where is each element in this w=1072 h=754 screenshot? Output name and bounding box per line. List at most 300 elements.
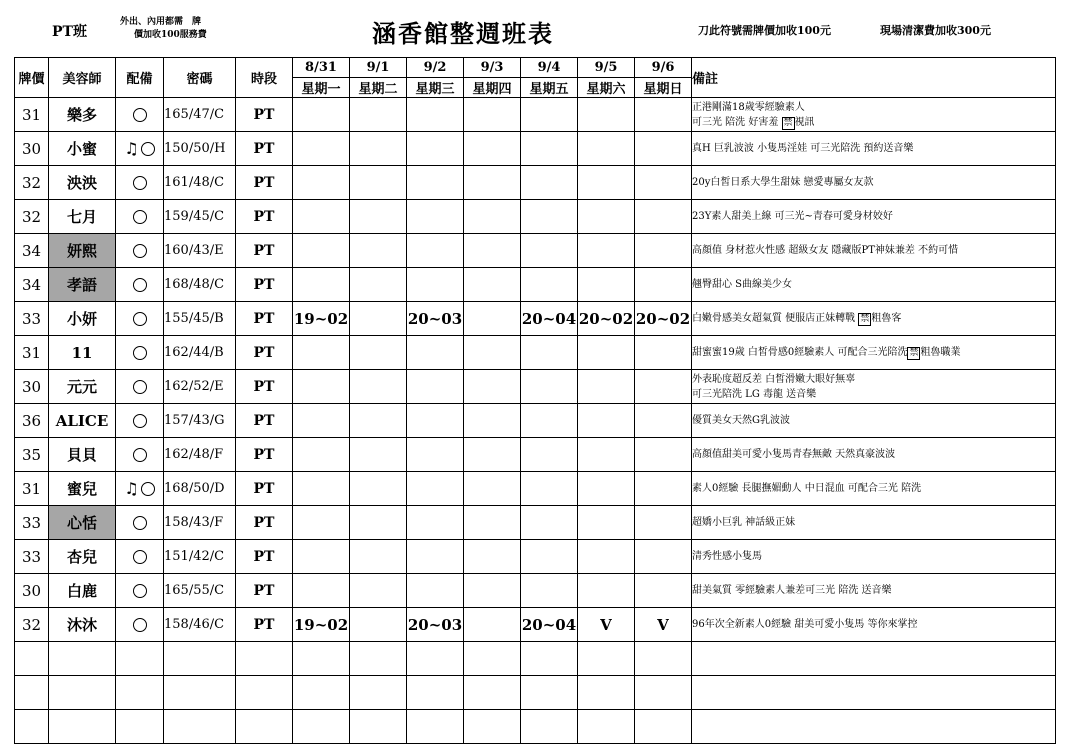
empty-cell: [521, 642, 578, 676]
slot-cell: PT: [236, 268, 293, 302]
schedule-cell: [350, 574, 407, 608]
schedule-cell: [578, 438, 635, 472]
schedule-cell: [578, 404, 635, 438]
schedule-cell: [464, 540, 521, 574]
equip-cell: [116, 506, 164, 540]
schedule-cell: [407, 132, 464, 166]
table-row: [15, 472, 1056, 506]
remark-line: 可三光 陪洗 好害羞 禁 視訊: [692, 116, 815, 128]
circle-icon: [133, 278, 147, 292]
empty-cell: [407, 676, 464, 710]
price-cell: 30: [15, 574, 49, 608]
code-cell: 150/50/H: [164, 132, 236, 166]
code-cell: 157/43/G: [164, 404, 236, 438]
weekday-header: 星期五: [521, 78, 578, 98]
empty-cell: [350, 710, 407, 744]
schedule-cell: [635, 472, 692, 506]
price-cell: 31: [15, 98, 49, 132]
slot-cell: PT: [236, 166, 293, 200]
table-row: [15, 540, 1056, 574]
equip-cell: [116, 608, 164, 642]
schedule-cell: [635, 200, 692, 234]
schedule-cell: [293, 166, 350, 200]
circle-icon: [133, 210, 147, 224]
schedule-cell: [464, 268, 521, 302]
schedule-cell: [521, 574, 578, 608]
schedule-cell: [293, 98, 350, 132]
empty-cell: [464, 710, 521, 744]
schedule-cell: [578, 200, 635, 234]
schedule-cell: [293, 200, 350, 234]
weekday-header: 星期一: [293, 78, 350, 98]
weekday-header: 星期六: [578, 78, 635, 98]
schedule-cell: [635, 268, 692, 302]
stylist-name: ALICE: [49, 404, 116, 438]
schedule-cell: [350, 370, 407, 404]
schedule-cell: [521, 200, 578, 234]
schedule-cell: [578, 472, 635, 506]
empty-cell: [116, 676, 164, 710]
schedule-cell: [350, 132, 407, 166]
price-cell: 31: [15, 472, 49, 506]
slot-cell: PT: [236, 132, 293, 166]
schedule-cell: [293, 540, 350, 574]
date-header: 9/5: [578, 58, 635, 78]
remark-line: 高顏值 身材惹火性感 超級女友 隱藏版PT神妹兼差 不約可惜: [692, 245, 959, 256]
remark-line: 素人0經驗 長腿撫媚動人 中日混血 可配合三光 陪洗: [692, 483, 922, 494]
table-row: [15, 268, 1056, 302]
price-cell: 32: [15, 166, 49, 200]
schedule-cell: [464, 506, 521, 540]
slot-cell: PT: [236, 336, 293, 370]
empty-cell: [293, 642, 350, 676]
circle-icon: [133, 108, 147, 122]
code-cell: 151/42/C: [164, 540, 236, 574]
schedule-cell: 20~03: [407, 302, 464, 336]
empty-cell: [578, 642, 635, 676]
schedule-cell: [521, 234, 578, 268]
code-cell: 159/45/C: [164, 200, 236, 234]
table-row: [15, 336, 1056, 370]
schedule-cell: [293, 472, 350, 506]
schedule-cell: [350, 98, 407, 132]
circle-icon: [133, 448, 147, 462]
empty-cell: [521, 676, 578, 710]
schedule-cell: [293, 336, 350, 370]
date-header: 9/4: [521, 58, 578, 78]
remark-line: 外表恥度超反差 白皙滑嫩大眼好無辜: [692, 373, 856, 385]
schedule-cell: [635, 438, 692, 472]
price-cell: 32: [15, 608, 49, 642]
schedule-cell: [293, 268, 350, 302]
code-cell: 168/48/C: [164, 268, 236, 302]
service-fee-note-line1: 外出、內用都需 牌: [120, 17, 202, 27]
remark-line: 20y白皙日系大學生甜妹 戀愛專屬女友款: [692, 177, 874, 188]
empty-cell: [407, 642, 464, 676]
circle-icon: [141, 142, 155, 156]
empty-cell: [692, 642, 1056, 676]
schedule-cell: [293, 574, 350, 608]
circle-icon: [133, 312, 147, 326]
schedule-cell: [407, 200, 464, 234]
price-cell: 36: [15, 404, 49, 438]
remarks-cell: [692, 438, 1056, 472]
remark-line: 白嫩骨感美女超氣質 便服店正妹轉戰 禁 粗魯客: [692, 313, 902, 324]
price-cell: 35: [15, 438, 49, 472]
stylist-name: 11: [49, 336, 116, 370]
circle-icon: [133, 516, 147, 530]
schedule-cell: [635, 234, 692, 268]
price-cell: 33: [15, 302, 49, 336]
schedule-cell: [407, 404, 464, 438]
schedule-cell: [635, 370, 692, 404]
schedule-cell: [521, 472, 578, 506]
schedule-cell: [350, 404, 407, 438]
remarks-cell: [692, 472, 1056, 506]
slot-cell: PT: [236, 574, 293, 608]
empty-row: [15, 710, 1056, 744]
equip-cell: [116, 132, 164, 166]
stylist-name: 泱泱: [49, 166, 116, 200]
code-cell: 161/48/C: [164, 166, 236, 200]
empty-cell: [15, 676, 49, 710]
empty-cell: [164, 676, 236, 710]
weekday-header: 星期二: [350, 78, 407, 98]
table-row: [15, 98, 1056, 132]
schedule-cell: [578, 132, 635, 166]
table-row: [15, 438, 1056, 472]
schedule-cell: [578, 166, 635, 200]
schedule-cell: [407, 370, 464, 404]
slot-cell: PT: [236, 506, 293, 540]
code-header: 密碼: [164, 58, 236, 98]
schedule-cell: V: [635, 608, 692, 642]
remarks-cell: [692, 574, 1056, 608]
symbol-surcharge-note: 刀此符號需牌價加收100元: [698, 24, 831, 37]
empty-cell: [164, 710, 236, 744]
schedule-cell: [635, 166, 692, 200]
empty-cell: [692, 676, 1056, 710]
schedule-cell: [635, 404, 692, 438]
code-cell: 158/46/C: [164, 608, 236, 642]
date-header: 8/31: [293, 58, 350, 78]
service-fee-note-line2: 價加收100服務費: [134, 30, 207, 40]
stylist-name: 蜜兒: [49, 472, 116, 506]
remarks-cell: [692, 370, 1056, 404]
empty-cell: [236, 642, 293, 676]
schedule-cell: [407, 574, 464, 608]
schedule-cell: [635, 132, 692, 166]
empty-cell: [635, 676, 692, 710]
schedule-cell: 20~04: [521, 608, 578, 642]
slot-cell: PT: [236, 302, 293, 336]
schedule-cell: [407, 234, 464, 268]
equip-cell: [116, 200, 164, 234]
class-label: PT班: [52, 24, 87, 40]
remark-line: 優質美女天然G乳波波: [692, 415, 790, 426]
schedule-cell: [578, 506, 635, 540]
schedule-cell: [464, 438, 521, 472]
schedule-cell: [464, 234, 521, 268]
stylist-name: 沐沐: [49, 608, 116, 642]
equip-cell: [116, 336, 164, 370]
schedule-cell: [407, 438, 464, 472]
empty-cell: [236, 676, 293, 710]
empty-cell: [350, 676, 407, 710]
slot-cell: PT: [236, 540, 293, 574]
schedule-cell: [293, 404, 350, 438]
schedule-cell: [350, 438, 407, 472]
stylist-name: 小蜜: [49, 132, 116, 166]
code-cell: 165/47/C: [164, 98, 236, 132]
empty-cell: [15, 642, 49, 676]
circle-icon: [133, 414, 147, 428]
slot-cell: PT: [236, 98, 293, 132]
schedule-cell: [578, 574, 635, 608]
empty-cell: [293, 676, 350, 710]
code-cell: 168/50/D: [164, 472, 236, 506]
schedule-cell: [350, 336, 407, 370]
schedule-cell: [293, 370, 350, 404]
table-row: [15, 166, 1056, 200]
empty-row: [15, 676, 1056, 710]
forbidden-badge: 禁: [783, 117, 793, 128]
equip-cell: [116, 268, 164, 302]
schedule-cell: [350, 302, 407, 336]
schedule-cell: [635, 98, 692, 132]
equip-cell: [116, 540, 164, 574]
code-cell: 158/43/F: [164, 506, 236, 540]
remark-line: 超嬌小巨乳 神話級正妹: [692, 517, 796, 528]
table-row: [15, 370, 1056, 404]
empty-cell: [692, 710, 1056, 744]
circle-icon: [141, 482, 155, 496]
empty-cell: [578, 676, 635, 710]
remarks-cell: [692, 166, 1056, 200]
schedule-cell: [521, 404, 578, 438]
stylist-name: 小妍: [49, 302, 116, 336]
circle-icon: [133, 176, 147, 190]
schedule-cell: [407, 472, 464, 506]
weekday-header: 星期四: [464, 78, 521, 98]
circle-icon: [133, 550, 147, 564]
remarks-cell: [692, 98, 1056, 132]
equip-cell: [116, 302, 164, 336]
equip-cell: [116, 370, 164, 404]
empty-cell: [293, 710, 350, 744]
remark-line: 正港剛滿18歲零經驗素人: [692, 101, 805, 113]
price-cell: 34: [15, 234, 49, 268]
date-header: 9/6: [635, 58, 692, 78]
schedule-cell: [578, 540, 635, 574]
remarks-cell: [692, 506, 1056, 540]
remarks-cell: [692, 200, 1056, 234]
empty-cell: [635, 642, 692, 676]
empty-cell: [635, 710, 692, 744]
music-note-icon: ♫: [124, 139, 139, 158]
forbidden-badge: 禁: [860, 314, 870, 324]
schedule-cell: [635, 506, 692, 540]
schedule-cell: [464, 336, 521, 370]
stylist-name: 七月: [49, 200, 116, 234]
empty-row: [15, 642, 1056, 676]
remark-line: 可三光陪洗 LG 毒龍 送音樂: [692, 388, 817, 400]
remarks-cell: [692, 404, 1056, 438]
code-cell: 162/52/E: [164, 370, 236, 404]
schedule-cell: [350, 200, 407, 234]
empty-cell: [164, 642, 236, 676]
empty-cell: [49, 710, 116, 744]
schedule-cell: [293, 234, 350, 268]
schedule-cell: [464, 98, 521, 132]
equip-cell: [116, 98, 164, 132]
slot-cell: PT: [236, 370, 293, 404]
stylist-name: 心恬: [49, 506, 116, 540]
schedule-cell: 20~03: [407, 608, 464, 642]
empty-cell: [521, 710, 578, 744]
schedule-cell: [578, 98, 635, 132]
equip-cell: [116, 574, 164, 608]
weekday-header: 星期三: [407, 78, 464, 98]
equip-header: 配備: [116, 58, 164, 98]
schedule-cell: [407, 540, 464, 574]
stylist-name: 元元: [49, 370, 116, 404]
slot-cell: PT: [236, 200, 293, 234]
schedule-cell: [464, 370, 521, 404]
slot-cell: PT: [236, 608, 293, 642]
remarks-cell: [692, 302, 1056, 336]
schedule-cell: [464, 200, 521, 234]
schedule-cell: [521, 268, 578, 302]
schedule-cell: [407, 166, 464, 200]
schedule-cell: [578, 336, 635, 370]
schedule-cell: [635, 574, 692, 608]
schedule-cell: [407, 268, 464, 302]
price-cell: 30: [15, 370, 49, 404]
music-note-icon: ♫: [124, 479, 139, 498]
cleaning-fee-note: 現場清潔費加收300元: [880, 24, 991, 37]
circle-icon: [133, 584, 147, 598]
schedule-cell: [464, 132, 521, 166]
remarks-cell: [692, 540, 1056, 574]
schedule-table: [14, 57, 1056, 744]
schedule-cell: [293, 506, 350, 540]
empty-cell: [116, 642, 164, 676]
price-cell: 31: [15, 336, 49, 370]
slot-cell: PT: [236, 472, 293, 506]
circle-icon: [133, 346, 147, 360]
remark-line: 真H 巨乳波波 小隻馬淫娃 可三光陪洗 預約送音樂: [692, 143, 914, 154]
remarks-cell: [692, 234, 1056, 268]
remarks-cell: [692, 268, 1056, 302]
schedule-cell: [293, 132, 350, 166]
empty-cell: [464, 676, 521, 710]
remark-line: 96年次全新素人0經驗 甜美可愛小隻馬 等你來掌控: [692, 619, 918, 630]
schedule-cell: [521, 98, 578, 132]
stylist-name: 樂多: [49, 98, 116, 132]
header: [0, 0, 1072, 58]
empty-cell: [350, 642, 407, 676]
stylist-name: 貝貝: [49, 438, 116, 472]
schedule-cell: [521, 438, 578, 472]
schedule-cell: V: [578, 608, 635, 642]
code-cell: 155/45/B: [164, 302, 236, 336]
schedule-cell: [464, 404, 521, 438]
schedule-cell: [350, 268, 407, 302]
schedule-cell: [578, 234, 635, 268]
remarks-cell: [692, 336, 1056, 370]
schedule-cell: [350, 608, 407, 642]
schedule-cell: [464, 608, 521, 642]
schedule-cell: [293, 438, 350, 472]
empty-cell: [578, 710, 635, 744]
schedule-cell: [464, 302, 521, 336]
price-header: 牌價: [15, 58, 49, 98]
date-header: 9/3: [464, 58, 521, 78]
schedule-cell: 20~04: [521, 302, 578, 336]
schedule-cell: [350, 506, 407, 540]
schedule-cell: [350, 540, 407, 574]
table-row: [15, 132, 1056, 166]
slot-cell: PT: [236, 404, 293, 438]
table-row: [15, 506, 1056, 540]
remark-line: 甜美氣質 零經驗素人兼差可三光 陪洗 送音樂: [692, 585, 892, 596]
schedule-cell: [350, 472, 407, 506]
table-row: [15, 302, 1056, 336]
schedule-cell: [521, 506, 578, 540]
schedule-cell: [521, 540, 578, 574]
price-cell: 33: [15, 506, 49, 540]
circle-icon: [133, 380, 147, 394]
equip-cell: [116, 472, 164, 506]
schedule-cell: [521, 166, 578, 200]
slot-header: 時段: [236, 58, 293, 98]
slot-cell: PT: [236, 438, 293, 472]
table-row: [15, 574, 1056, 608]
code-cell: 160/43/E: [164, 234, 236, 268]
service-fee-note: [120, 16, 207, 42]
remark-line: 甜蜜蜜19歲 白皙骨感0經驗素人 可配合三光陪洗 禁 粗魯職業: [692, 347, 961, 358]
empty-cell: [236, 710, 293, 744]
table-row: [15, 234, 1056, 268]
table-row: [15, 404, 1056, 438]
schedule-cell: [464, 166, 521, 200]
page-title: 涵香館整週班表: [372, 19, 554, 48]
price-cell: 34: [15, 268, 49, 302]
remark-line: 翹臀甜心 S曲線美少女: [692, 279, 793, 290]
remarks-cell: [692, 132, 1056, 166]
equip-cell: [116, 166, 164, 200]
remarks-cell: [692, 608, 1056, 642]
price-cell: 33: [15, 540, 49, 574]
remark-line: 23Y素人甜美上線 可三光~青春可愛身材姣好: [692, 211, 893, 222]
price-cell: 32: [15, 200, 49, 234]
remarks-header: 備註: [692, 58, 1056, 98]
schedule-cell: 20~02: [578, 302, 635, 336]
circle-icon: [133, 244, 147, 258]
schedule-cell: [407, 506, 464, 540]
code-cell: 165/55/C: [164, 574, 236, 608]
schedule-cell: [521, 336, 578, 370]
stylist-name: 孝語: [49, 268, 116, 302]
empty-cell: [49, 642, 116, 676]
equip-cell: [116, 438, 164, 472]
slot-cell: PT: [236, 234, 293, 268]
price-cell: 30: [15, 132, 49, 166]
schedule-cell: [635, 336, 692, 370]
empty-cell: [407, 710, 464, 744]
schedule-cell: [350, 166, 407, 200]
